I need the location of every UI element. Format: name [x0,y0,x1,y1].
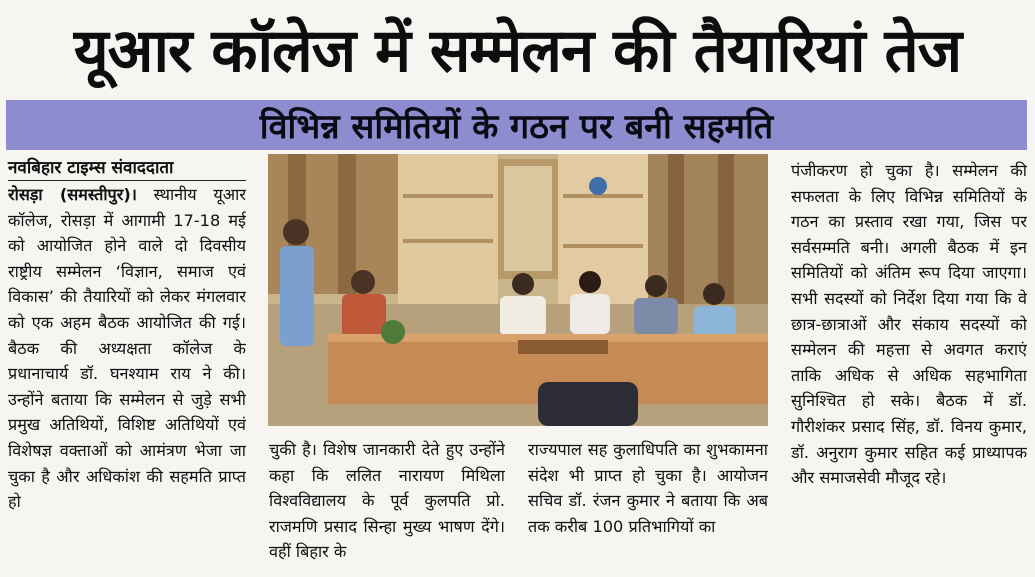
subheadline-band [6,100,1027,150]
article-column-2: चुकी है। विशेष जानकारी देते हुए उन्होंने कहा कि ललित नारायण मिथिला विश्वविद्यालय के पूर्व कुलपति प्रो. राजमणि प्रसाद सिन्हा मुख्य भाषण देंगे। वहीं बिहार के [269,440,505,562]
subheadline: विभिन्न समितियों के गठन पर बनी सहमति [259,107,774,147]
byline: नवबिहार टाइम्स संवाददाता [8,156,246,181]
meeting-photo-illustration [268,154,768,426]
article-column-1 [8,182,246,574]
article-column-4: पंजीकरण हो चुका है। सम्मेलन की सफलता के लिए विभिन्न समितियों के गठन का प्रस्ताव रखा गया, जिस पर सर्वसम्मति बनी। अगली बैठक में इन समितियों को अंतिम रूप दिया जाएगा। सभी सदस्यों को निर्देश दिया गया कि वे छात्र-छात्राओं और संकाय सदस्यों को सम्मेलन की महत्ता से अवगत कराएं ताकि अधिक से अधिक सहभागिता सुनिश्चित हो सके। बैठक में डॉ. गौरीशंकर प्रसाद सिंह, डॉ. विनय कुमार, डॉ. अनुराग कुमार सहित कई प्राध्यापक और समाजसेवी मौजूद रहे। [791,161,1027,488]
dateline: रोसड़ा (समस्तीपुर)। [8,185,137,204]
column-1-text: स्थानीय यूआर कॉलेज, रोसड़ा में आगामी 17-18 मई को आयोजित होने वाले दो दिवसीय राष्ट्रीय सम्मेलन ‘विज्ञान, समाज एवं विकास’ की तैयारियों को लेकर मंगलवार को एक अहम बैठक आयोजित की गई। बैठक की अध्यक्षता कॉलेज के प्रधानाचार्य डॉ. घनश्याम राय ने की। उन्होंने बताया कि सम्मेलन से जुड़े सभी प्रमुख अतिथियों, विशिष्ट अतिथियों एवं विशेषज्ञ वक्ताओं को आमंत्रण भेजा जा चुका है और अधिकांश की सहमति प्राप्त हो [8,185,246,512]
meeting-photo [268,154,768,426]
headline: यूआर कॉलेज में सम्मेलन की तैयारियां तेज [73,16,962,86]
article-column-3: राज्यपाल सह कुलाधिपति का शुभकामना संदेश भी प्राप्त हो चुका है। आयोजन सचिव डॉ. रंजन कुमार ने बताया कि अब तक करीब 100 प्रतिभागियों का [528,440,768,536]
